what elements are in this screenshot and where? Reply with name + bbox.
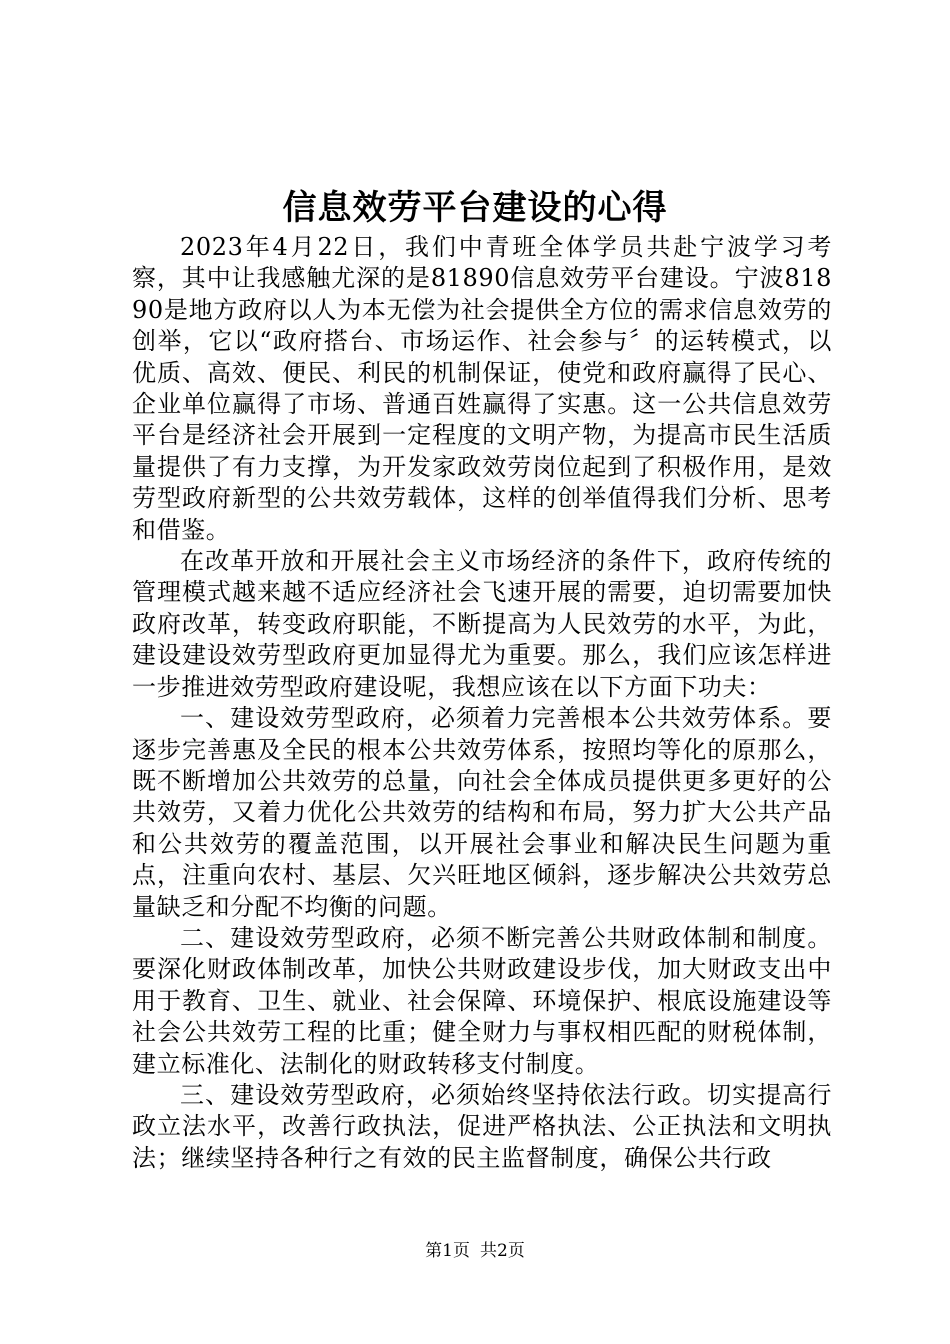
document-body [132, 232, 832, 1174]
page-footer [0, 1239, 950, 1263]
document-title: 信息效劳平台建设的心得 [282, 188, 668, 228]
page-number: 第1页 [425, 1241, 470, 1261]
paragraph-point-three: 三、建设效劳型政府，必须始终坚持依法行政。切实提高行政立法水平，改善行政执法，促进严格执法、公正执法和文明执法；继续坚持各种行之有效的民主监督制度，确保公共行政 [132, 1080, 832, 1172]
paragraph-point-one: 一、建设效劳型政府，必须着力完善根本公共效劳体系。要逐步完善惠及全民的根本公共效劳体系，按照均等化的原那么，既不断增加公共效劳的总量，向社会全体成员提供更多更好的公共效劳，又着力优化公共效劳的结构和布局，努力扩大公共产品和公共效劳的覆盖范围，以开展社会事业和解决民生问题为重点，注重向农村、基层、欠兴旺地区倾斜，逐步解决公共效劳总量缺乏和分配不均衡的问题。 [132, 704, 832, 921]
paragraph-intro: 2023年4月22日，我们中青班全体学员共赴宁波学习考察，其中让我感触尤深的是81890信息效劳平台建设。宁波81890是地方政府以人为本无偿为社会提供全方位的需求信息效劳的创举，它以“政府搭台、市场运作、社会参与〞的运转模式，以优质、高效、便民、利民的机制保证，使党和政府赢得了民心、企业单位赢得了市场、普通百姓赢得了实惠。这一公共信息效劳平台是经济社会开展到一定程度的文明产物，为提高市民生活质量提供了有力支撑，为开发家政效劳岗位起到了积极作用，是效劳型政府新型的公共效劳载体，这样的创举值得我们分析、思考和借鉴。 [132, 233, 832, 544]
page-total: 共2页 [480, 1241, 525, 1261]
paragraph-context: 在改革开放和开展社会主义市场经济的条件下，政府传统的管理模式越来越不适应经济社会飞速开展的需要，迫切需要加快政府改革，转变政府职能，不断提高为人民效劳的水平，为此，建设建设效劳型政府更加显得尤为重要。那么，我们应该怎样进一步推进效劳型政府建设呢，我想应该在以下方面下功夫： [132, 547, 832, 701]
paragraph-point-two: 二、建设效劳型政府，必须不断完善公共财政体制和制度。要深化财政体制改革，加快公共财政建设步伐，加大财政支出中用于教育、卫生、就业、社会保障、环境保护、根底设施建设等社会公共效劳工程的比重；健全财力与事权相匹配的财税体制，建立标准化、法制化的财政转移支付制度。 [132, 923, 832, 1078]
